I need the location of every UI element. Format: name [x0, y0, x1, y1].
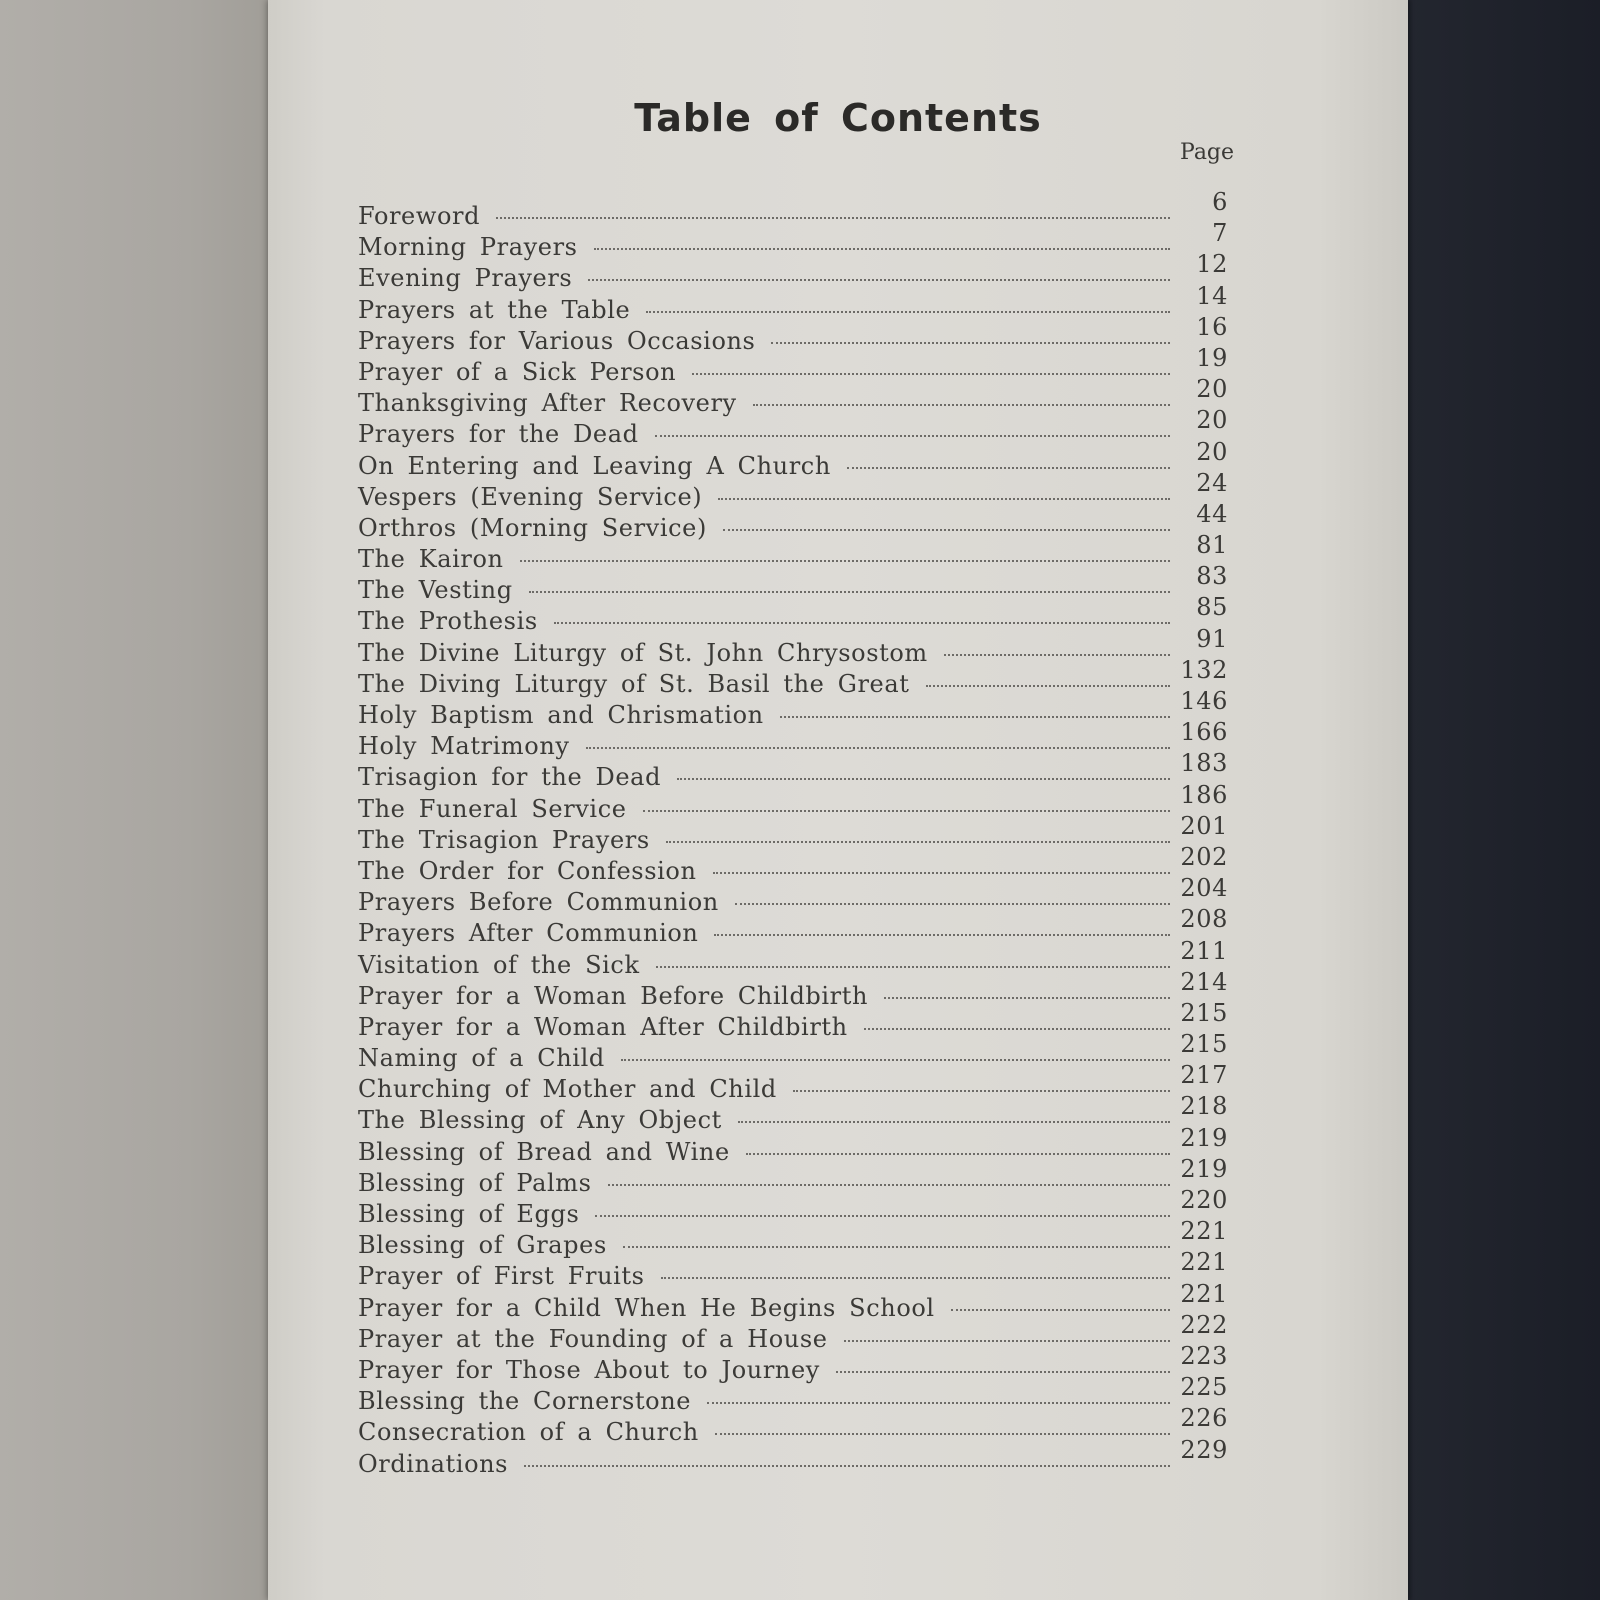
toc-entry-title: Blessing of Palms	[358, 1168, 592, 1197]
dot-leader	[588, 279, 1170, 281]
dot-leader	[926, 685, 1170, 687]
toc-entry-page-number: 132	[1180, 655, 1228, 684]
dot-leader	[746, 1153, 1170, 1155]
toc-entry-page-number: 19	[1196, 343, 1228, 372]
dot-leader	[951, 1309, 1170, 1311]
toc-entry-page-number: 201	[1180, 811, 1228, 840]
toc-entry-page-number: 211	[1180, 936, 1228, 965]
dot-leader	[496, 217, 1170, 219]
dot-leader	[723, 529, 1170, 531]
toc-entry	[358, 343, 1228, 389]
dot-leader	[864, 1028, 1170, 1030]
toc-entry-page-number: 217	[1180, 1061, 1228, 1090]
dot-leader	[529, 591, 1170, 593]
toc-entry	[358, 1248, 1228, 1293]
toc-entry	[358, 1373, 1228, 1418]
toc-entry-page-number: 6	[1212, 188, 1228, 216]
toc-entry	[358, 811, 1228, 857]
toc-entry-title: Blessing of Bread and Wine	[358, 1137, 730, 1166]
toc-entry-title: Blessing the Cornerstone	[358, 1387, 692, 1416]
toc-entry	[358, 188, 1228, 233]
toc-entry	[358, 1061, 1228, 1106]
toc-entry	[358, 468, 1228, 514]
toc-entry-page-number: 81	[1196, 531, 1228, 560]
toc-entry-title: The Funeral Service	[358, 794, 627, 823]
dot-leader	[692, 373, 1170, 375]
toc-entry	[358, 905, 1228, 950]
dot-leader	[753, 404, 1170, 406]
toc-entry-title: Prayers After Communion	[358, 919, 699, 948]
toc-entry-page-number: 20	[1196, 406, 1228, 435]
toc-entry-page-number: 226	[1180, 1404, 1228, 1433]
dot-leader	[586, 747, 1170, 749]
toc-entry-page-number: 219	[1180, 1154, 1228, 1183]
dot-leader	[643, 810, 1170, 812]
toc-entry-title: Morning Prayers	[358, 233, 578, 262]
toc-entry-title: Blessing of Eggs	[358, 1200, 580, 1228]
toc-entry-title: Ordinations	[358, 1449, 509, 1478]
toc-entry-title: Holy Matrimony	[358, 732, 570, 761]
toc-entry-page-number: 204	[1180, 874, 1228, 903]
dot-leader	[847, 467, 1170, 469]
dot-leader	[655, 435, 1170, 437]
toc-entry-page-number: 223	[1180, 1341, 1228, 1370]
toc-entry-title: The Order for Confession	[358, 856, 697, 885]
toc-entry-page-number: 202	[1180, 842, 1228, 871]
toc-entry	[358, 593, 1228, 638]
dot-leader	[735, 903, 1170, 905]
toc-entry-page-number: 208	[1180, 905, 1228, 934]
toc-entry-page-number: 221	[1180, 1279, 1228, 1308]
toc-entry-title: Prayers Before Communion	[358, 888, 719, 917]
toc-entry-page-number: 83	[1196, 562, 1228, 591]
toc-entry-title: The Vesting	[358, 576, 513, 605]
toc-entry	[358, 406, 1228, 451]
toc-entry	[358, 718, 1228, 763]
toc-entry	[358, 531, 1228, 576]
toc-entry-page-number: 219	[1180, 1123, 1228, 1152]
toc-entry	[358, 281, 1228, 327]
table-of-contents-list	[358, 188, 1228, 1481]
toc-entry	[358, 1217, 1228, 1262]
toc-entry-page-number: 12	[1196, 250, 1228, 279]
toc-entry	[358, 687, 1228, 732]
toc-entry-title: Prayers at the Table	[358, 295, 631, 324]
toc-entry-title: Prayer of a Sick Person	[358, 357, 677, 386]
toc-entry-title: Holy Baptism and Chrismation	[358, 701, 764, 729]
toc-entry-page-number: 20	[1196, 437, 1228, 466]
toc-entry	[358, 655, 1228, 701]
dot-leader	[793, 1090, 1170, 1092]
toc-entry	[358, 1154, 1228, 1200]
toc-entry	[358, 1279, 1228, 1325]
toc-entry-page-number: 229	[1180, 1435, 1228, 1464]
toc-entry-title: Prayers for Various Occasions	[358, 326, 756, 355]
dot-leader	[844, 1340, 1170, 1342]
toc-entry-page-number: 146	[1180, 687, 1228, 715]
toc-entry-page-number: 186	[1180, 780, 1228, 809]
toc-entry-title: Trisagion for the Dead	[358, 763, 662, 792]
toc-entry	[358, 562, 1228, 607]
dot-leader	[554, 622, 1170, 624]
dot-leader	[944, 654, 1170, 656]
toc-entry-title: Prayer for Those About to Journey	[358, 1355, 820, 1384]
toc-entry	[358, 312, 1228, 358]
toc-entry-title: Prayer at the Founding of a House	[358, 1324, 828, 1353]
toc-entry-title: Blessing of Grapes	[358, 1231, 607, 1260]
toc-entry	[358, 1341, 1228, 1387]
toc-entry	[358, 219, 1228, 264]
left-background	[0, 0, 268, 1600]
toc-entry	[358, 780, 1228, 826]
toc-entry	[358, 250, 1228, 295]
toc-entry-page-number: 24	[1196, 468, 1228, 497]
dot-leader	[656, 966, 1170, 968]
toc-entry-title: Vespers (Evening Service)	[358, 482, 703, 511]
dot-leader	[595, 1215, 1170, 1217]
toc-entry	[358, 1186, 1228, 1231]
toc-entry	[358, 1123, 1228, 1169]
toc-entry	[358, 874, 1228, 919]
dot-leader	[623, 1246, 1170, 1248]
toc-entry-page-number: 222	[1180, 1310, 1228, 1339]
toc-entry-page-number: 20	[1196, 375, 1228, 404]
toc-entry	[358, 1030, 1228, 1075]
toc-entry-title: Evening Prayers	[358, 264, 573, 293]
toc-entry-title: Churching of Mother and Child	[358, 1075, 777, 1104]
toc-entry-title: Consecration of a Church	[358, 1418, 699, 1447]
toc-entry-page-number: 221	[1180, 1217, 1228, 1246]
book-cover-edge	[1408, 0, 1600, 1600]
dot-leader	[524, 1465, 1170, 1467]
dot-leader	[780, 716, 1170, 718]
toc-entry-title: Visitation of the Sick	[358, 950, 640, 979]
toc-entry-page-number: 220	[1180, 1186, 1228, 1214]
toc-entry-page-number: 225	[1180, 1373, 1228, 1402]
dot-leader	[621, 1059, 1170, 1061]
toc-entry-page-number: 166	[1180, 718, 1228, 747]
toc-entry-page-number: 14	[1196, 281, 1228, 310]
toc-entry-page-number: 16	[1196, 312, 1228, 341]
toc-entry	[358, 1092, 1228, 1137]
dot-leader	[884, 997, 1170, 999]
toc-entry	[358, 1435, 1228, 1481]
toc-entry	[358, 842, 1228, 888]
toc-entry	[358, 967, 1228, 1013]
toc-entry	[358, 375, 1228, 420]
toc-entry-page-number: 7	[1212, 219, 1228, 248]
toc-entry	[358, 749, 1228, 794]
page-title: Table of Contents	[634, 96, 1042, 140]
toc-entry-title: The Blessing of Any Object	[358, 1106, 722, 1135]
toc-entry-title: Prayer for a Woman Before Childbirth	[358, 981, 869, 1010]
toc-entry-page-number: 215	[1180, 998, 1228, 1027]
dot-leader	[520, 560, 1170, 562]
toc-entry-title: Prayer of First Fruits	[358, 1262, 645, 1291]
book-page	[268, 0, 1408, 1600]
dot-leader	[646, 311, 1170, 313]
toc-entry	[358, 437, 1228, 483]
toc-entry-page-number: 85	[1196, 593, 1228, 622]
toc-entry-title: The Prothesis	[358, 607, 538, 636]
toc-entry-page-number: 215	[1180, 1030, 1228, 1059]
toc-entry-title: On Entering and Leaving A Church	[358, 451, 831, 480]
toc-entry-page-number: 214	[1180, 967, 1228, 996]
toc-entry	[358, 936, 1228, 982]
toc-entry-page-number: 44	[1196, 499, 1228, 528]
dot-leader	[714, 934, 1170, 936]
toc-entry-title: Foreword	[358, 202, 481, 230]
toc-entry-title: The Divine Liturgy of St. John Chrysostom	[358, 638, 928, 667]
dot-leader	[707, 1402, 1170, 1404]
dot-leader	[677, 778, 1170, 780]
toc-entry-title: Prayer for a Woman After Childbirth	[358, 1012, 848, 1041]
toc-entry-title: The Diving Liturgy of St. Basil the Great	[358, 669, 910, 698]
toc-entry-title: Thanksgiving After Recovery	[358, 389, 737, 418]
dot-leader	[666, 841, 1170, 843]
dot-leader	[594, 248, 1170, 250]
toc-entry-page-number: 91	[1196, 624, 1228, 653]
toc-entry	[358, 624, 1228, 670]
toc-entry-title: The Kairon	[358, 545, 504, 574]
toc-entry-title: Orthros (Morning Service)	[358, 513, 707, 542]
dot-leader	[608, 1184, 1170, 1186]
toc-entry	[358, 1310, 1228, 1356]
dot-leader	[738, 1121, 1170, 1123]
toc-entry-title: The Trisagion Prayers	[358, 825, 650, 854]
toc-entry-page-number: 183	[1180, 749, 1228, 778]
toc-entry	[358, 998, 1228, 1044]
toc-entry-title: Prayer for a Child When He Begins School	[358, 1293, 935, 1322]
dot-leader	[715, 1433, 1170, 1435]
dot-leader	[661, 1277, 1170, 1279]
toc-entry-title: Naming of a Child	[358, 1044, 605, 1073]
page-column-label: Page	[1180, 140, 1235, 165]
toc-entry	[358, 499, 1228, 545]
dot-leader	[713, 872, 1170, 874]
toc-entry-page-number: 218	[1180, 1092, 1228, 1121]
toc-entry	[358, 1404, 1228, 1449]
dot-leader	[718, 498, 1170, 500]
dot-leader	[771, 342, 1170, 344]
toc-entry-title: Prayers for the Dead	[358, 420, 639, 449]
dot-leader	[836, 1371, 1170, 1373]
toc-entry-page-number: 221	[1180, 1248, 1228, 1277]
